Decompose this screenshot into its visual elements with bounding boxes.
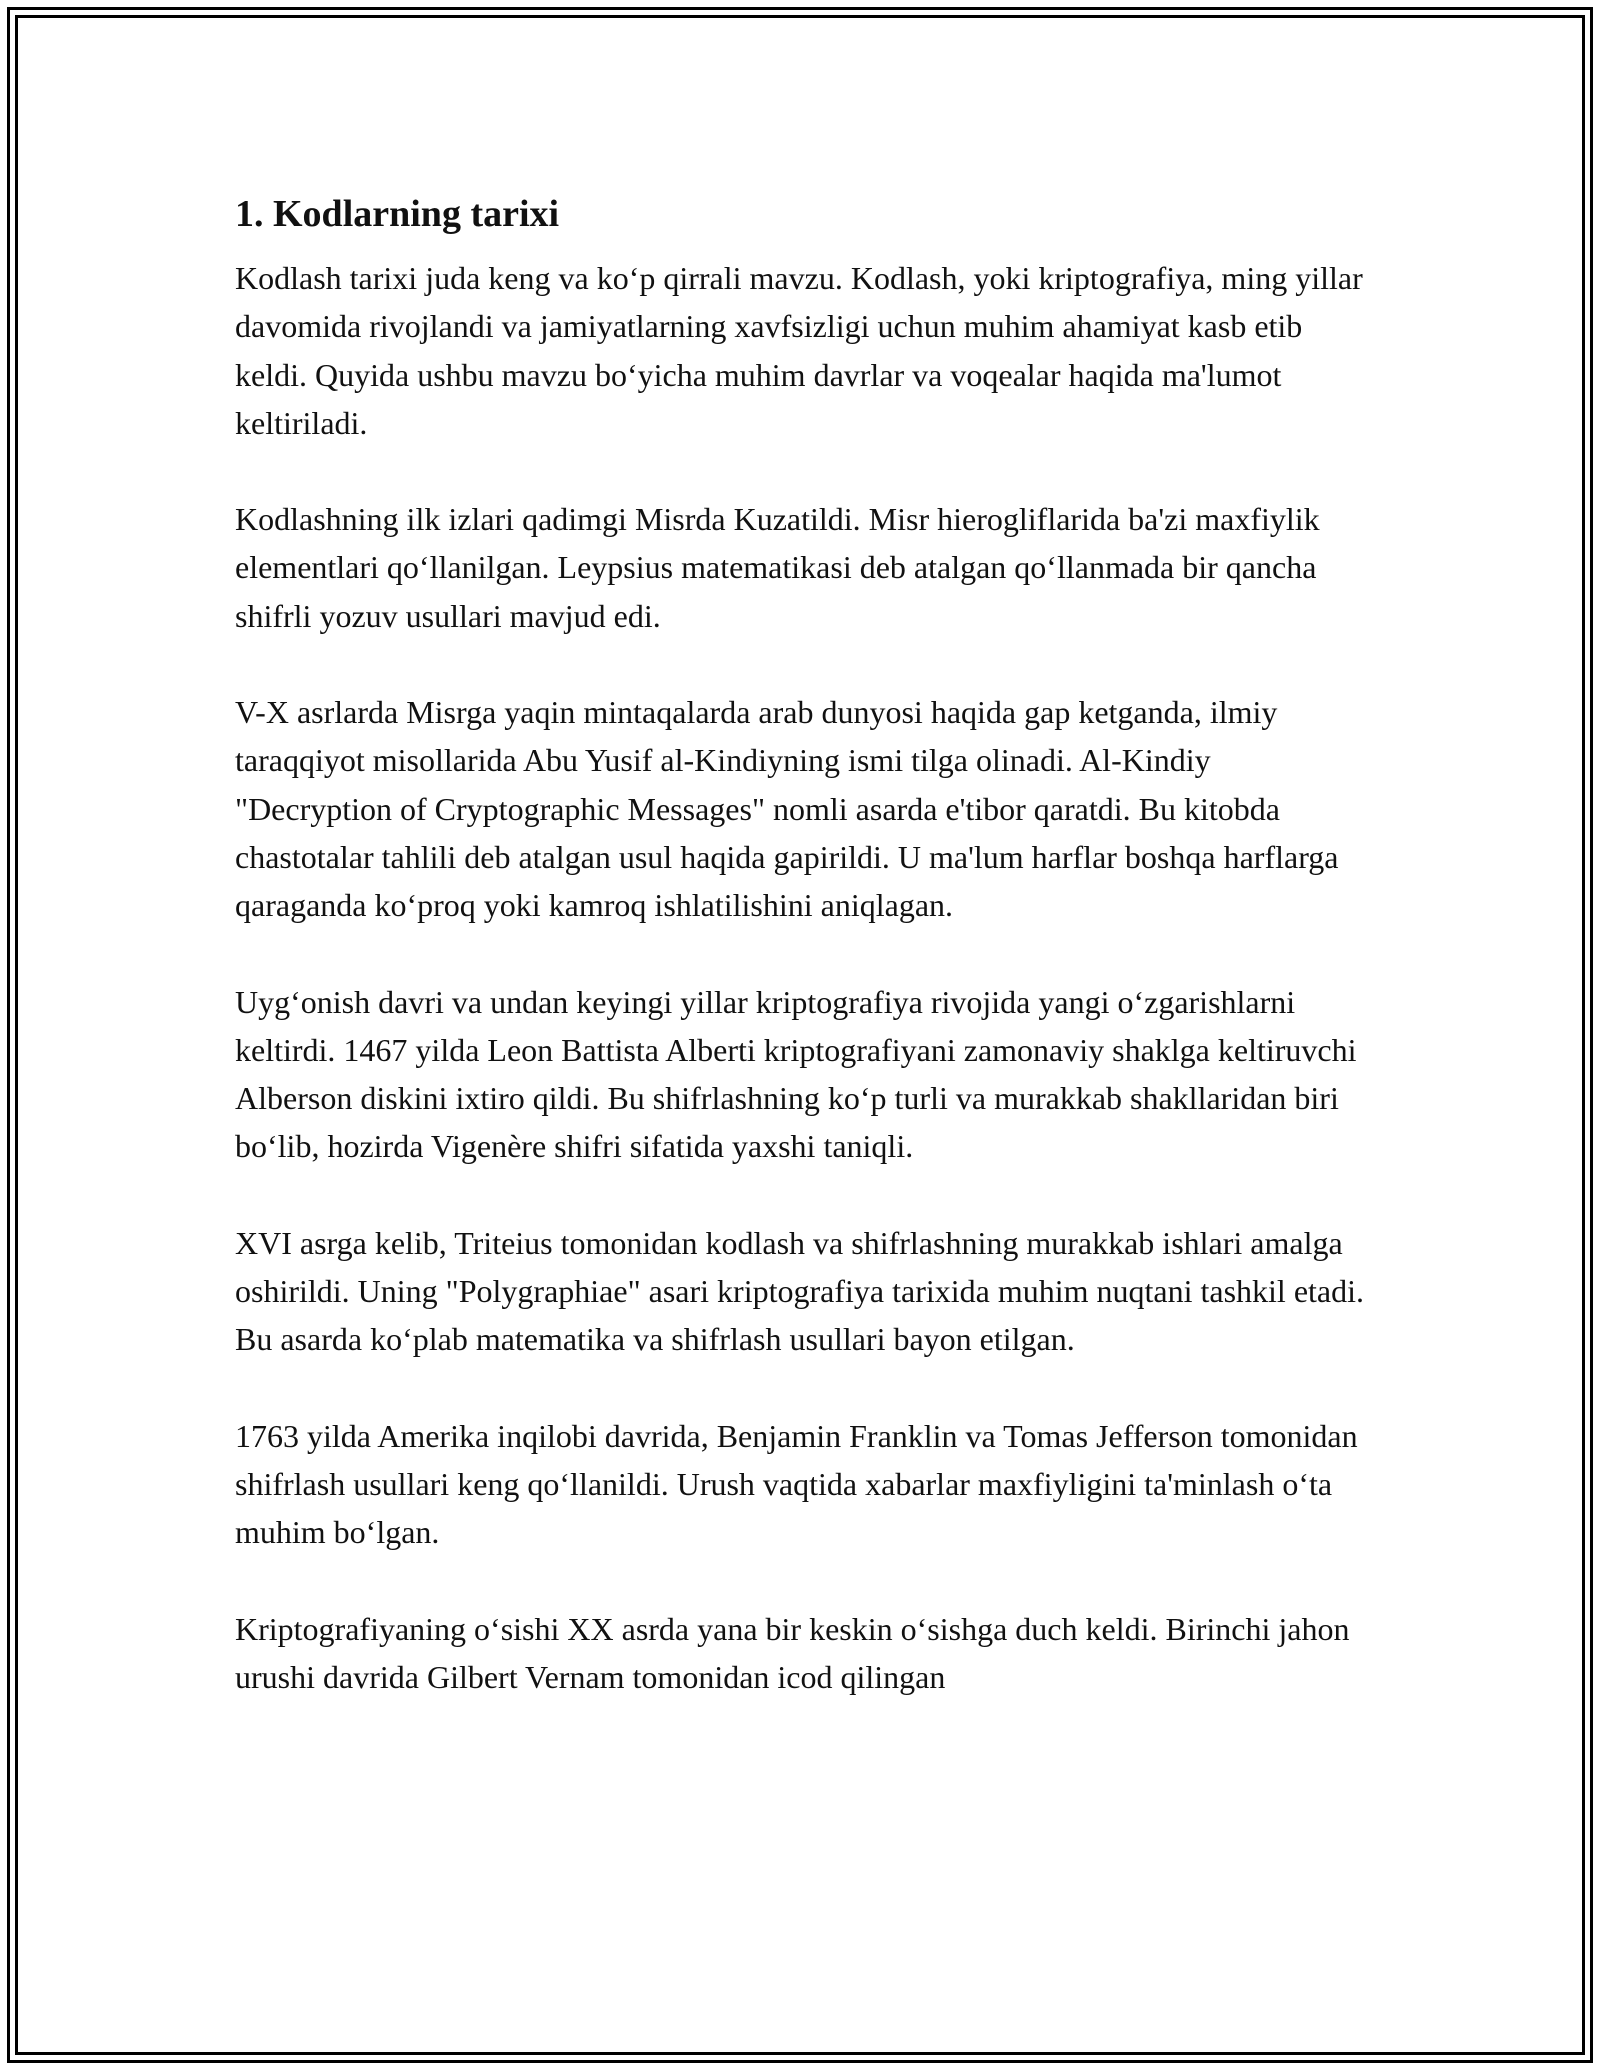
- paragraph-american-revolution: 1763 yilda Amerika inqilobi davrida, Benjamin Franklin va Tomas Jefferson tomonidan shifrlash usullari keng qo‘llanildi. Urush vaqtida xabarlar maxfiyligini ta'minlash o‘ta muhim bo‘lgan.: [235, 1417, 1358, 1551]
- paragraph-trithemius: XVI asrga kelib, Triteius tomonidan kodlash va shifrlashning murakkab ishlari amalga oshirildi. Uning "Polygraphiae" asari kriptografiya tarixida muhim nuqtani tashkil etadi. Bu asarda ko‘plab matematika va shifrlash usullari bayon etilgan.: [235, 1224, 1364, 1358]
- paragraph-egypt: Kodlashning ilk izlari qadimgi Misrda Kuzatildi. Misr hierogliflarida ba'zi maxfiylik elementlari qo‘llanilgan. Leypsius matematikasi deb atalgan qo‘llanmada bir qancha shifrli yozuv usullari mavjud edi.: [235, 501, 1320, 634]
- paragraph-al-kindi: V-X asrlarda Misrga yaqin mintaqalarda arab dunyosi haqida gap ketganda, ilmiy taraqqiyot misollarida Abu Yusif al-Kindiyning ismi tilga olinadi. Al-Kindiy "Decryption of Cryptographic Messages" nomli asarda e'tibor qaratdi. Bu kitobda chastotalar tahlili deb atalgan usul haqida gapirildi. U ma'lum harflar boshqa harflarga qaraganda ko‘proq yoki kamroq ishlatilishini aniqlagan.: [235, 694, 1339, 924]
- paragraph-renaissance: Uyg‘onish davri va undan keyingi yillar kriptografiya rivojida yangi o‘zgarishlarni keltirdi. 1467 yilda Leon Battista Alberti kriptografiyani zamonaviy shaklga keltiruvchi Alberson diskini ixtiro qildi. Bu shifrlashning ko‘p turli va murakkab shakllaridan biri bo‘lib, hozirda Vigenère shifri sifatida yaxshi taniqli.: [235, 983, 1357, 1165]
- paragraph-intro: Kodlash tarixi juda keng va ko‘p qirrali mavzu. Kodlash, yoki kriptografiya, ming yillar davomida rivojlandi va jamiyatlarning xavfsizligi uchun muhim ahamiyat kasb etib keldi. Quyida ushbu mavzu bo‘yicha muhim davrlar va voqealar haqida ma'lumot keltiriladi.: [235, 260, 1363, 441]
- document-body: [235, 188, 1375, 1749]
- section-heading: 1. Kodlarning tarixi: [235, 193, 560, 235]
- paragraph-twentieth-century: Kriptografiyaning o‘sishi XX asrda yana bir keskin o‘sishga duch keldi. Birinchi jahon urushi davrida Gilbert Vernam tomonidan icod qilingan: [235, 1610, 1350, 1695]
